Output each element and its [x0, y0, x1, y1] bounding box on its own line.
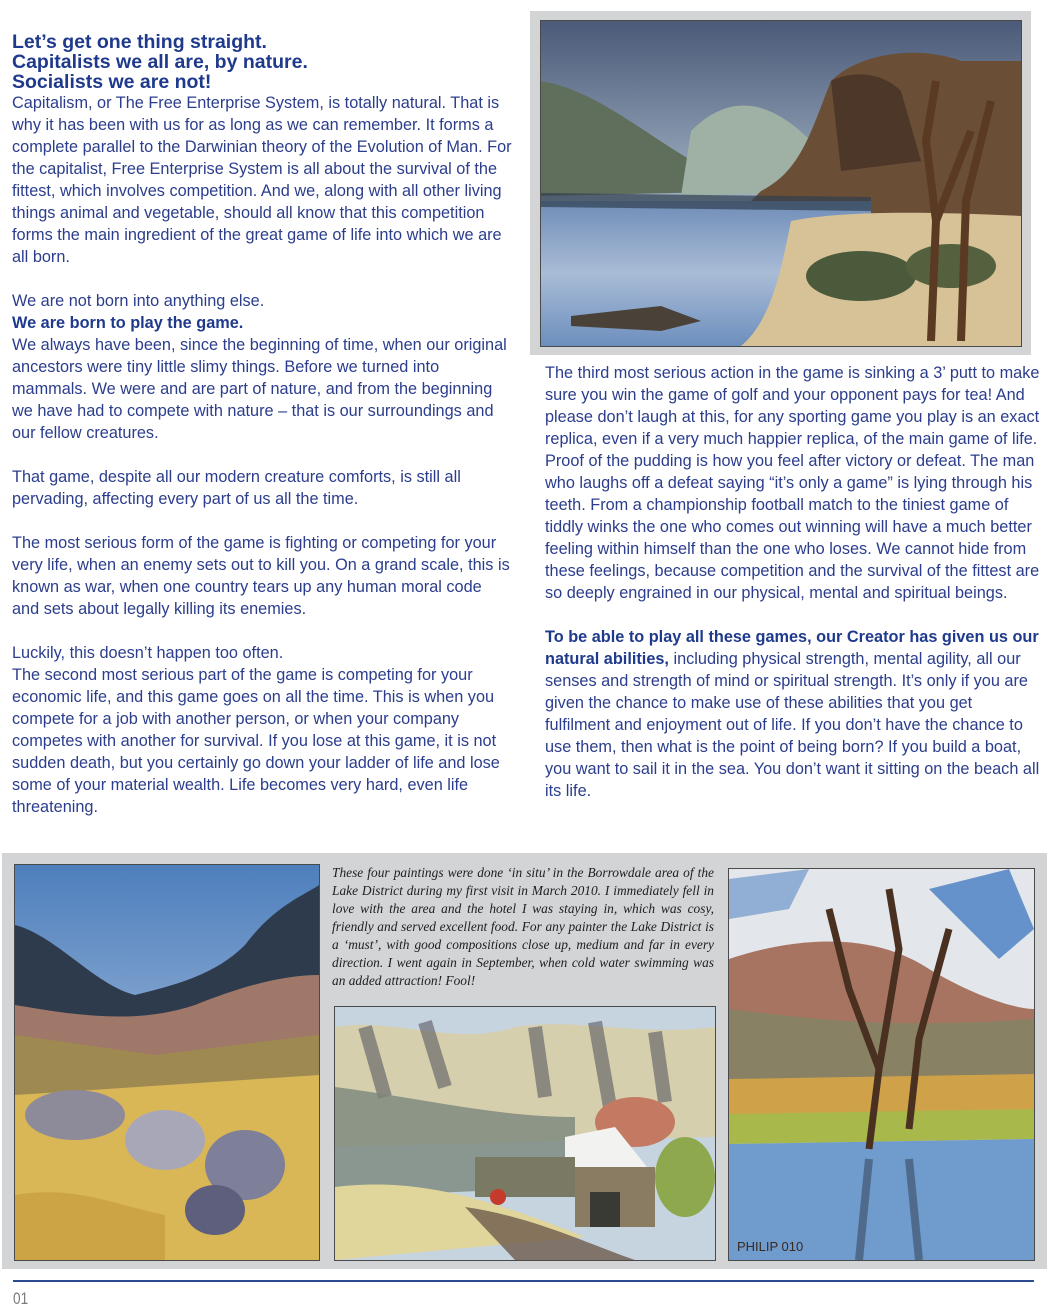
gallery-caption: These four paintings were done ‘in situ’ in the Borrowdale area of the Lake District during my first visit in March 2010. I immediately fell in love with the area and the hotel I was staying in, which was cosy, friendly and served excellent food. For any painter the Lake District is a ‘must’, with good compositions close up, medium and far in every direction. I went again in September, when cold water swimming was an added attraction! Fool! — [332, 865, 714, 988]
painting-valley-rocks — [14, 864, 320, 1261]
heading-line-3: Socialists we are not! — [12, 71, 212, 93]
left-column — [12, 32, 512, 818]
paragraph-war: The most serious form of the game is fighting or competing for your very life, when an enemy sets out to kill you. On a grand scale, this is known as war, when one country tears up any human moral code and sets about legally killing its enemies. — [12, 534, 510, 618]
right-column — [545, 362, 1040, 802]
paragraph-capitalism: Capitalism, or The Free Enterprise System, is totally natural. That is why it has been with us for as long as we can remember. It forms a complete parallel to the Darwinian theory of the Evolution of Man. For the capitalist, Free Enterprise System is all about the survival of the fittest, which involves competition. And we, along with all other living things animal and vegetable, should all know that this competition forms the main ingredient of the great game of life into which we are all born. — [12, 94, 512, 266]
paragraph-born-to-play: We are born to play the game. — [12, 314, 244, 332]
painting-cottage — [334, 1006, 716, 1261]
paragraph-economic-life: The second most serious part of the game is competing for your economic life, and this game goes on all the time. This is when you compete for a job with another person, or when your company competes with another for survival. If you lose at this game, it is not sudden death, but you certainly go down your ladder of life and lose some of your material wealth. Life becomes very hard, even life threatening. — [12, 666, 500, 816]
natural-abilities-lead: To be able to play all these games, our Creator has given us our natural abilities, — [545, 628, 1039, 668]
paragraph-luckily: Luckily, this doesn’t happen too often. — [12, 644, 284, 662]
painting-trees-reflection — [728, 868, 1035, 1261]
cottage-image — [335, 1007, 715, 1260]
valley-rocks-image — [15, 865, 319, 1260]
heading-line-1: Let’s get one thing straight. — [12, 31, 267, 53]
lake-landscape-image — [541, 21, 1021, 346]
trees-reflection-image — [729, 869, 1034, 1260]
footer-rule — [13, 1280, 1034, 1282]
natural-abilities-rest: including physical strength, mental agility, all our senses and strength of mind or spiritual strength. It’s only if you are given the chance to make use of these abilities that you get fulfilment and enjoyment out of life. If you don’t have the chance to use them, then what is the point of being born? If you build a boat, you want to sail it in the sea. You don’t want it sitting on the beach all its life. — [545, 650, 1040, 800]
painting-signature: PHILIP 010 — [737, 1239, 804, 1254]
article-heading — [12, 32, 512, 92]
page-number: 01 — [13, 1289, 29, 1308]
paragraph-not-born-else: We are not born into anything else. — [12, 292, 265, 310]
paragraph-game-pervading: That game, despite all our modern creature comforts, is still all pervading, affecting every part of us all the time. — [12, 468, 461, 508]
paragraph-ancestors: We always have been, since the beginning of time, when our original ancestors were tiny little slimy things. Before we turned into mammals. We were and are part of nature, and from the beginning we have had to compete with nature – that is our surroundings and our fellow creatures. — [12, 336, 507, 442]
heading-line-2: Capitalists we all are, by nature. — [12, 51, 308, 73]
painting-lake-mountain — [540, 20, 1022, 347]
paragraph-golf: The third most serious action in the game is sinking a 3’ putt to make sure you win the game of golf and your opponent pays for tea! And please don’t laugh at this, for any sporting game you play is an exact replica, even if a very much happier replica, of the main game of life. Proof of the pudding is how you feel after victory or defeat. The man who laughs off a defeat saying “it’s only a game” is lying through his teeth. From a championship football match to the tiniest game of tiddly winks the one who comes out winning will have a much better feeling within himself than the one who loses. We cannot hide from these feelings, because competition and the survival of the fittest are so deeply engrained in our physical, mental and spiritual beings. — [545, 364, 1040, 602]
paragraph-natural-abilities — [545, 626, 1040, 802]
